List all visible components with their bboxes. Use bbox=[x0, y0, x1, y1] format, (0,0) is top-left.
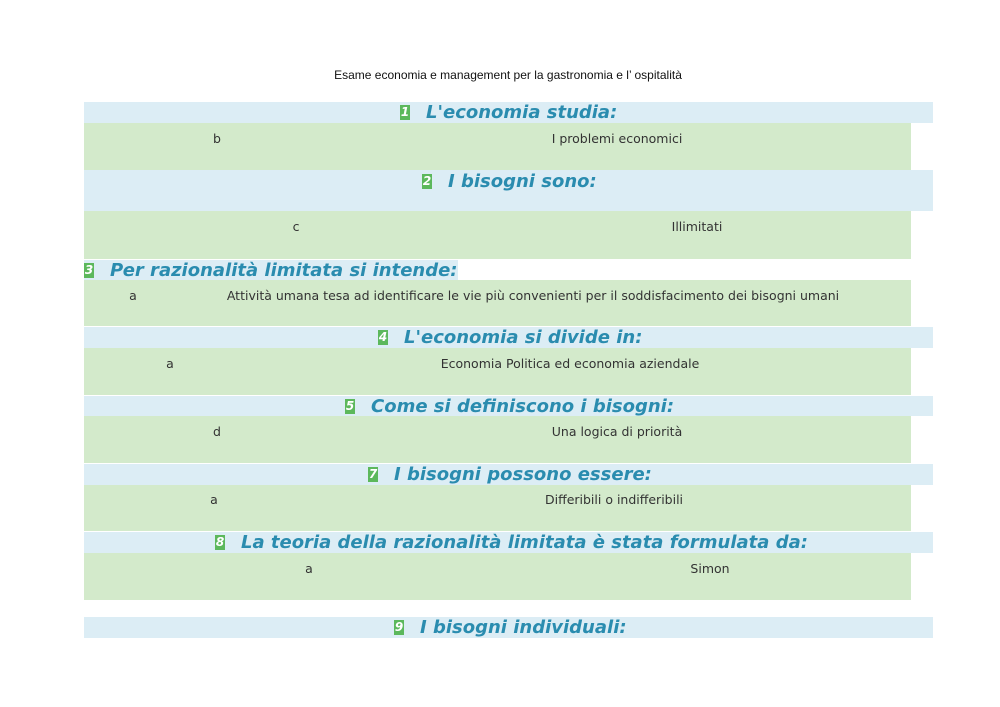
question-text-7: I bisogni possono essere: bbox=[394, 464, 652, 485]
answer-band-5 bbox=[84, 416, 911, 463]
question-9 bbox=[394, 617, 627, 638]
question-text-9: I bisogni individuali: bbox=[420, 617, 627, 638]
answer-text-2: Illimitati bbox=[671, 219, 723, 234]
answer-text-4: Economia Politica ed economia aziendale bbox=[440, 356, 700, 371]
question-4 bbox=[378, 327, 642, 348]
answer-letter-3: a bbox=[129, 288, 137, 303]
answer-band-3 bbox=[84, 280, 911, 326]
question-number-9: 9 bbox=[394, 620, 404, 634]
answer-letter-2: c bbox=[292, 219, 300, 234]
answer-text-5: Una logica di priorità bbox=[551, 424, 683, 439]
answer-band-1 bbox=[84, 123, 911, 170]
answer-text-7: Differibili o indifferibili bbox=[544, 492, 684, 507]
question-text-3: Per razionalità limitata si intende: bbox=[110, 259, 458, 281]
question-text-5: Come si definiscono i bisogni: bbox=[371, 395, 675, 417]
answer-text-8: Simon bbox=[690, 561, 730, 576]
answer-band-7 bbox=[84, 485, 911, 531]
question-number-3: 3 bbox=[84, 262, 94, 277]
answer-letter-7: a bbox=[210, 492, 218, 507]
question-5 bbox=[345, 396, 674, 416]
question-number-5: 5 bbox=[345, 398, 355, 413]
question-text-8: La teoria della razionalità limitata è stata formulata da: bbox=[241, 532, 808, 553]
question-text-2: I bisogni sono: bbox=[448, 171, 597, 192]
question-text-4: L'economia si divide in: bbox=[404, 327, 643, 348]
question-number-7: 7 bbox=[368, 467, 378, 481]
answer-letter-1: b bbox=[213, 131, 221, 146]
answer-letter-8: a bbox=[305, 561, 313, 576]
question-text-1: L'economia studia: bbox=[426, 102, 618, 123]
answer-band-8 bbox=[84, 553, 911, 600]
question-number-8: 8 bbox=[215, 535, 225, 549]
question-number-1: 1 bbox=[400, 105, 410, 119]
answer-band-2 bbox=[84, 211, 911, 259]
question-8 bbox=[215, 532, 808, 553]
answer-letter-5: d bbox=[213, 424, 221, 439]
answer-text-3: Attività umana tesa ad identificare le vie più convenienti per il soddisfacimento dei bisogni umani bbox=[226, 288, 840, 303]
question-2 bbox=[422, 171, 597, 192]
answer-letter-4: a bbox=[166, 356, 174, 371]
question-1 bbox=[400, 102, 617, 123]
question-7 bbox=[368, 464, 652, 485]
question-3 bbox=[84, 260, 458, 280]
question-number-2: 2 bbox=[422, 174, 432, 188]
page-title: Esame economia e management per la gastronomia e l’ ospitalità bbox=[334, 68, 682, 82]
answer-text-1: I problemi economici bbox=[551, 131, 683, 146]
question-number-4: 4 bbox=[378, 330, 388, 344]
